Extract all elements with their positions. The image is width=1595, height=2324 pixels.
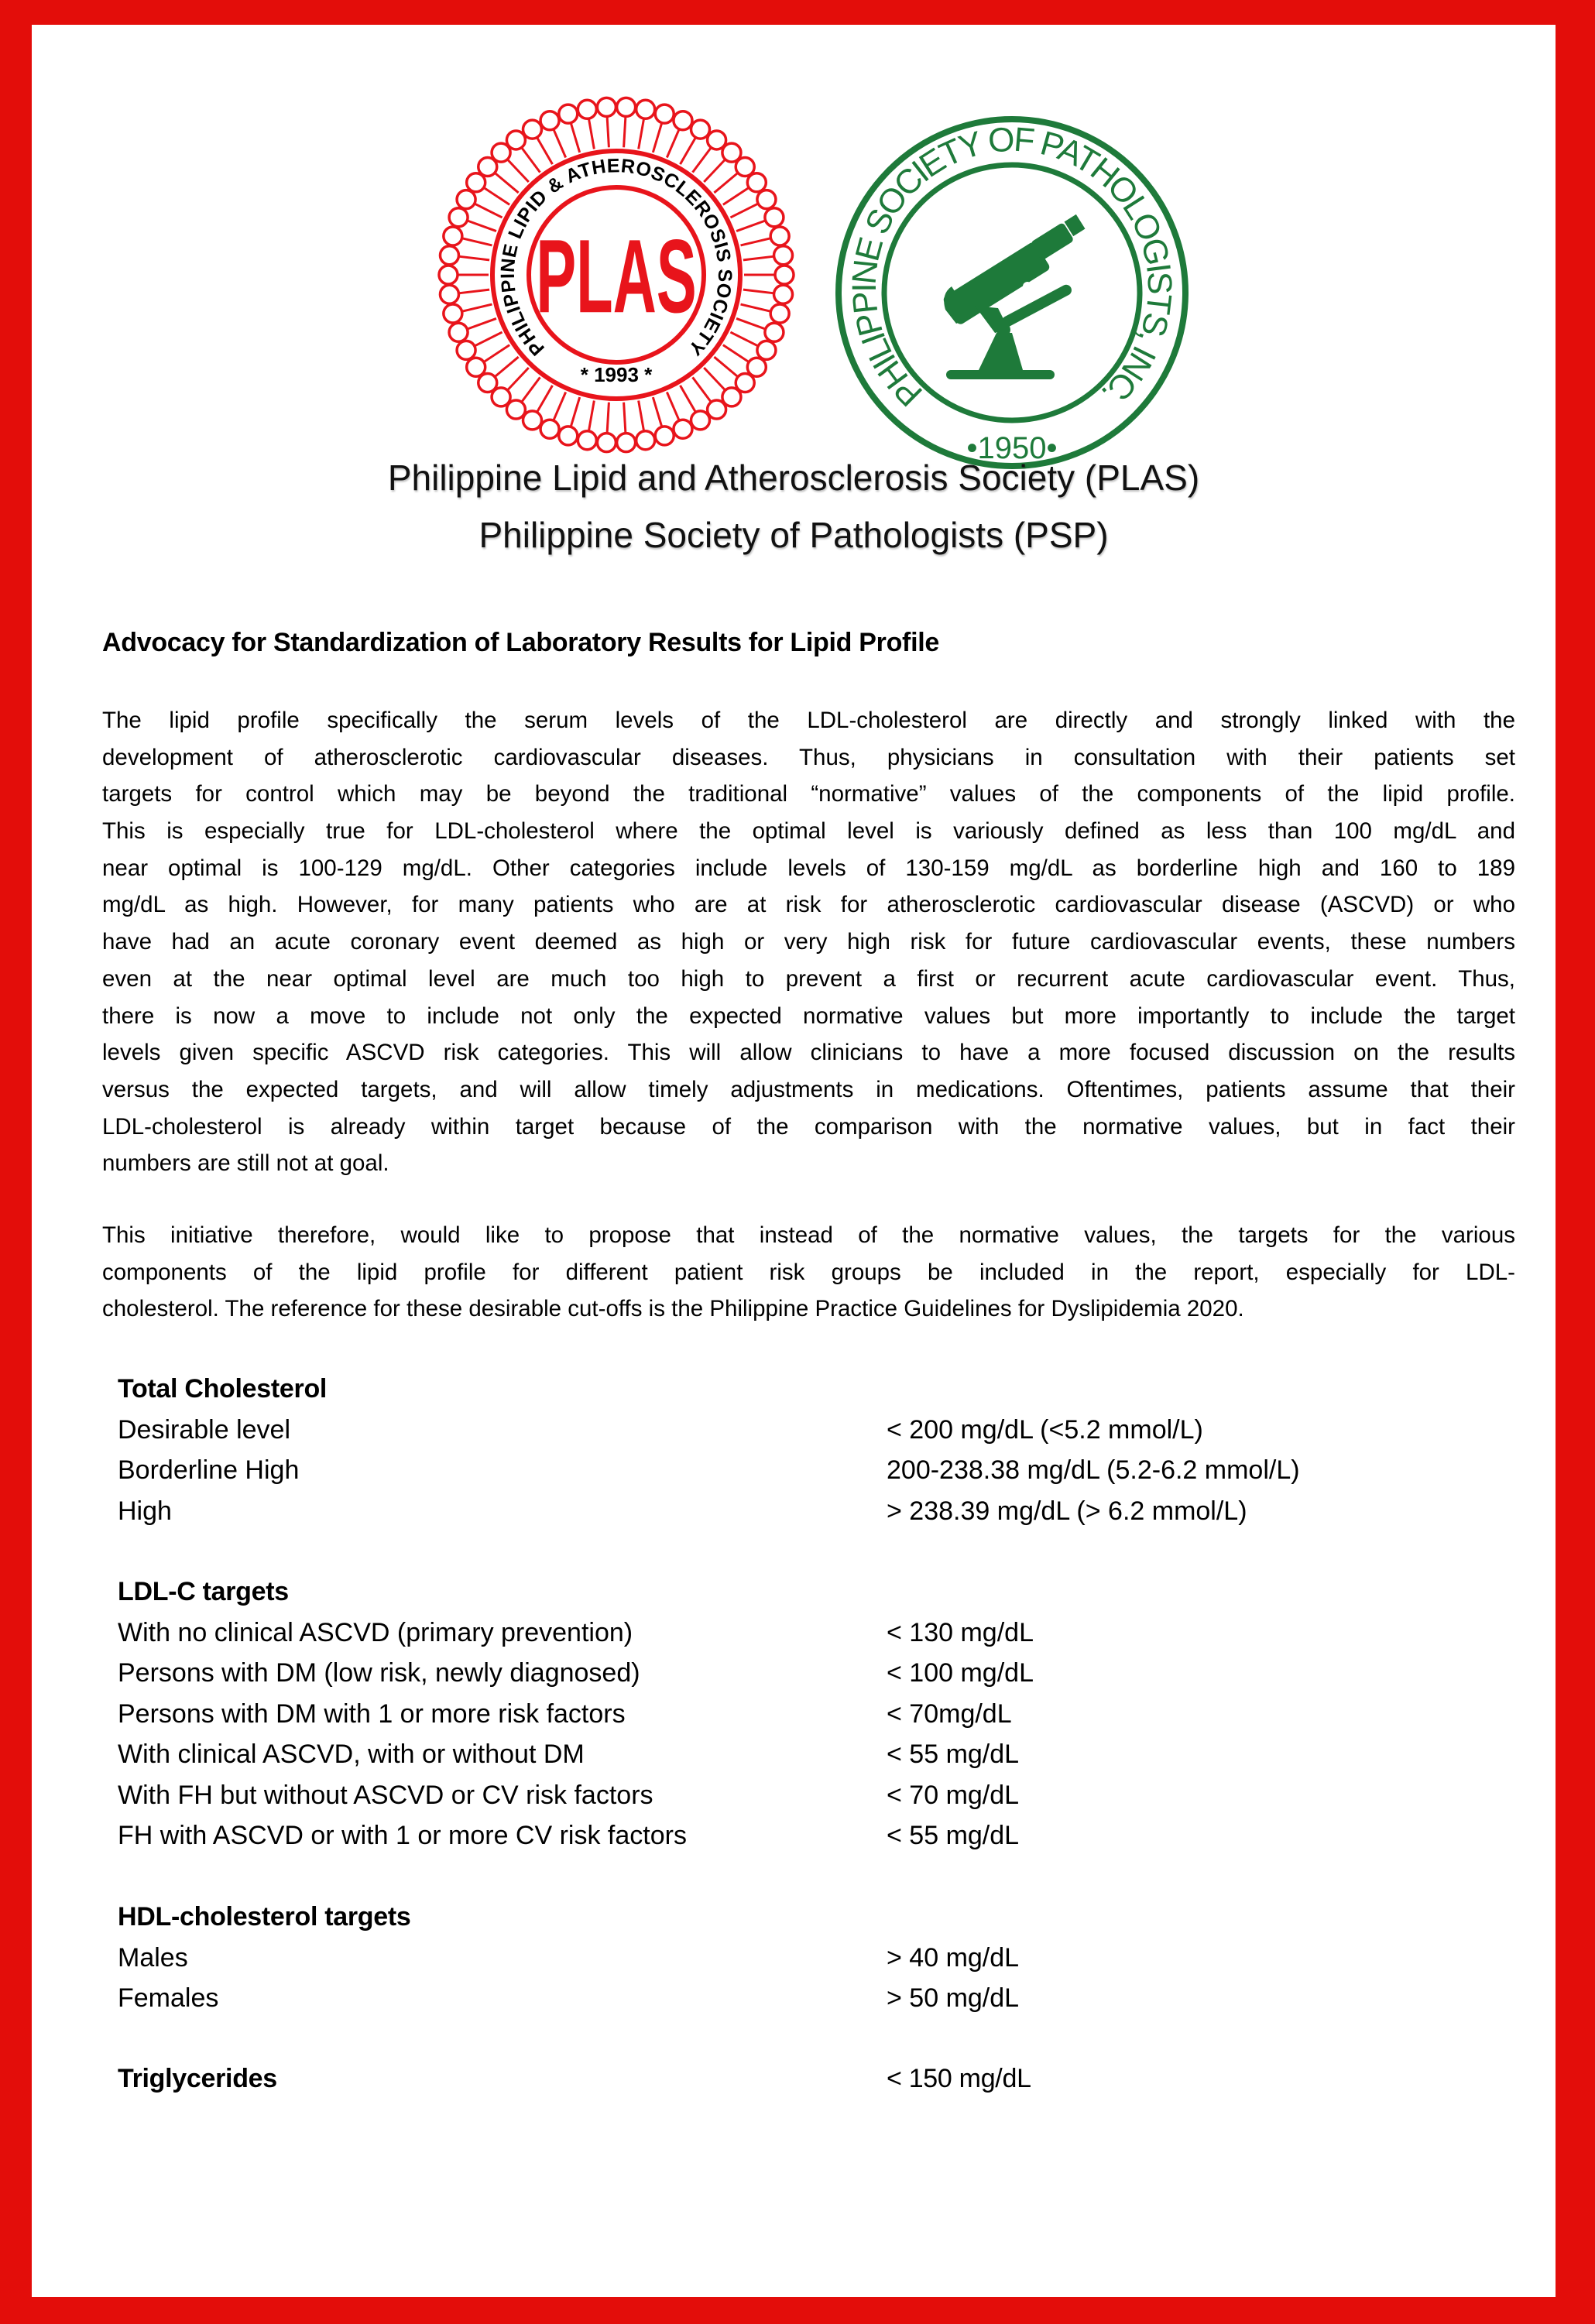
lipid-head [617, 98, 636, 116]
target-value: < 70 mg/dL [887, 1780, 1020, 1810]
target-row [118, 1938, 1511, 1979]
paragraph-line: components of the lipid profile for different patient risk groups be included in the report, especially for LDL- [102, 1259, 1515, 1285]
section-heading: LDL-C targets [118, 1577, 289, 1606]
paragraph-line: levels given specific ASCVD risk categories. This will allow clinicians to have a more focused discussion on the results [102, 1040, 1515, 1066]
target-row [118, 1410, 1511, 1451]
lipid-head [559, 105, 578, 123]
lipid-tail [537, 138, 553, 164]
lipid-head [617, 434, 636, 452]
lipid-tail [704, 160, 725, 182]
psp-year: •1950• [966, 431, 1058, 465]
lipid-head [523, 120, 542, 139]
lipid-tail [496, 357, 519, 376]
lipid-head [757, 341, 776, 359]
lipid-tail [522, 377, 540, 401]
target-value: > 238.39 mg/dL (> 6.2 mmol/L) [887, 1496, 1247, 1526]
lipid-head [691, 411, 710, 430]
triglycerides-row [118, 2058, 1511, 2099]
lipid-head [765, 323, 784, 341]
lipid-tail [730, 204, 757, 218]
lipid-tail [475, 204, 503, 218]
target-row [118, 1491, 1511, 1532]
lipid-tail [508, 368, 529, 389]
lipid-head [444, 304, 462, 323]
lipid-tail [667, 392, 678, 420]
target-value: < 70mg/dL [887, 1698, 1012, 1729]
lipid-tail [730, 332, 757, 346]
lipid-tail [681, 386, 696, 412]
org-name-plas: Philippine Lipid and Atherosclerosis Society (PLAS) [387, 458, 1200, 498]
lipid-tail [653, 397, 661, 426]
lipid-tail [667, 130, 678, 158]
section-heading: Total Cholesterol [118, 1374, 328, 1404]
target-row [118, 1450, 1511, 1491]
lipid-head [636, 431, 655, 450]
lipid-head [457, 341, 475, 359]
lipid-tail [554, 392, 565, 420]
target-row [118, 1734, 1511, 1775]
lipid-tail [681, 138, 696, 164]
target-value: > 50 mg/dL [887, 1983, 1020, 2013]
lipid-head [636, 100, 655, 118]
lipid-tail [589, 119, 595, 149]
plas-logo [430, 89, 802, 461]
target-value: < 100 mg/dL [887, 1658, 1034, 1688]
lipid-tail [475, 332, 503, 346]
paragraph-line: LDL-cholesterol is already within target because of the comparison with the normative values, but in fact their [102, 1113, 1515, 1140]
lipid-head [578, 431, 596, 450]
lipid-tail [571, 124, 579, 153]
lipid-head [467, 358, 485, 376]
lipid-head [708, 400, 726, 419]
paragraph-line: even at the near optimal level are much too high to prevent a first or recurrent acute cardiovascular event. Thus, [102, 965, 1515, 992]
lipid-head [597, 98, 616, 116]
lipid-tail [522, 148, 540, 172]
target-label: High [118, 1496, 172, 1526]
target-value: 200-238.38 mg/dL (5.2-6.2 mmol/L) [887, 1455, 1300, 1485]
paragraph-line: near optimal is 100-129 mg/dL. Other categories include levels of 130-159 mg/dL as borderline high and 160 to 189 [102, 855, 1515, 881]
lipid-tail [468, 318, 496, 328]
lipid-head [457, 190, 475, 209]
lipid-head [506, 131, 525, 149]
lipid-head [440, 246, 458, 265]
section-heading: Triglycerides [118, 2064, 277, 2093]
lipid-tail [743, 290, 773, 293]
psp-ring-text: PHILIPPINE SOCIETY OF PATHOLOGISTS, INC. [845, 120, 1179, 415]
lipid-tail [496, 173, 519, 193]
triglycerides-section [118, 2058, 1511, 2099]
lipid-head [540, 111, 559, 130]
lipid-tail [741, 238, 770, 245]
paragraph-line: This initiative therefore, would like to propose that instead of the normative values, the targets for the various [102, 1222, 1515, 1248]
lipid-tail [459, 256, 489, 260]
target-value: < 150 mg/dL [887, 2064, 1031, 2093]
section-heading: HDL-cholesterol targets [118, 1902, 411, 1932]
lipid-tail [743, 256, 773, 260]
lipid-tail [639, 119, 644, 149]
microscope-icon [942, 214, 1086, 379]
lipid-head [449, 323, 468, 341]
lipid-tail [607, 403, 609, 433]
lipid-tail [723, 188, 749, 204]
lipid-head [774, 246, 793, 265]
lipid-head [775, 266, 794, 284]
lipid-head [597, 434, 616, 452]
paragraph-line: versus the expected targets, and will allow timely adjustments in medications. Oftentimes, patients assume that their [102, 1076, 1515, 1102]
lipid-tail [459, 290, 489, 293]
lipid-head [747, 173, 766, 192]
paragraph-line: numbers are still not at goal. [102, 1150, 389, 1177]
target-label: Persons with DM (low risk, newly diagnosed) [118, 1658, 640, 1688]
lipid-head [578, 100, 596, 118]
intro-paragraph [102, 702, 1515, 1182]
lipid-head [449, 208, 468, 227]
target-value: < 55 mg/dL [887, 1821, 1020, 1850]
lipid-head [559, 427, 578, 445]
target-label: With clinical ASCVD, with or without DM [118, 1740, 585, 1769]
paragraph-line: This is especially true for LDL-cholesterol where the optimal level is variously defined as less than 100 mg/dL and [102, 818, 1515, 845]
paragraph-line: there is now a move to include not only the expected normative values but more importantly to include the target [102, 1003, 1515, 1029]
lipid-head [444, 227, 462, 245]
target-value: > 40 mg/dL [887, 1942, 1020, 1973]
lipid-head [774, 285, 793, 303]
lipid-tail [714, 357, 737, 376]
target-label: Males [118, 1942, 188, 1973]
lipid-tail [714, 173, 737, 193]
document-title: Advocacy for Standardization of Laboratory Results for Lipid Profile [102, 628, 939, 657]
target-label: Borderline High [118, 1455, 300, 1485]
lipid-head [655, 105, 674, 123]
lipid-tail [723, 345, 749, 362]
lipid-head [757, 190, 776, 209]
lipid-tail [624, 117, 626, 147]
lipid-head [674, 111, 692, 130]
target-label: Persons with DM with 1 or more risk factors [118, 1698, 626, 1729]
lipid-tail [589, 400, 595, 430]
target-row [118, 1653, 1511, 1694]
psp-logo [820, 101, 1204, 485]
lipid-head [655, 427, 674, 445]
target-row [118, 1978, 1511, 2019]
lipid-head [765, 208, 784, 227]
document-page [32, 25, 1556, 2297]
lipid-tail [462, 238, 492, 245]
lipid-tail [736, 221, 765, 231]
total-cholesterol-section [118, 1369, 1511, 1531]
paragraph-line: cholesterol. The reference for these desirable cut-offs is the Philippine Practice Guidelines for Dyslipidemia 2020. [102, 1296, 1244, 1322]
lipid-tail [554, 130, 565, 158]
plas-year: * 1993 * [580, 363, 653, 386]
lipid-head [674, 420, 692, 438]
lipid-tail [485, 188, 510, 204]
target-row [118, 1815, 1511, 1856]
hdl-targets-section [118, 1897, 1511, 2019]
paragraph-line: targets for control which may be beyond the traditional “normative” values of the components of the lipid profile. [102, 781, 1515, 807]
target-row [118, 1775, 1511, 1816]
target-label: Females [118, 1983, 219, 2013]
lipid-head [440, 285, 458, 303]
target-label: With FH but without ASCVD or CV risk factors [118, 1780, 653, 1810]
target-value: < 130 mg/dL [887, 1617, 1034, 1647]
lipid-tail [653, 124, 661, 153]
lipid-tail [571, 397, 579, 426]
lipid-tail [639, 400, 644, 430]
lipid-tail [693, 148, 711, 172]
lipid-tail [508, 160, 529, 182]
lipid-tail [741, 304, 770, 311]
lipid-head [540, 420, 559, 438]
lipid-head [691, 120, 710, 139]
lipid-head [523, 411, 542, 430]
paragraph-line: development of atherosclerotic cardiovascular diseases. Thus, physicians in consultation with their patients set [102, 744, 1515, 770]
lipid-tail [693, 377, 711, 401]
plas-wordmark: PLAS [536, 218, 697, 335]
target-label: With no clinical ASCVD (primary prevention) [118, 1617, 633, 1647]
target-value: < 55 mg/dL [887, 1740, 1020, 1769]
ldl-targets-section [118, 1572, 1511, 1856]
lipid-head [770, 227, 789, 245]
paragraph-line: mg/dL as high. However, for many patients who are at risk for atherosclerotic cardiovascular disease (ASCVD) or who [102, 892, 1515, 918]
plas-ring-text: PHILIPPINE LIPID & ATHEROSCLEROSIS SOCIETY [496, 155, 736, 360]
paragraph-line: The lipid profile specifically the serum levels of the LDL-cholesterol are directly and strongly linked with the [102, 708, 1515, 733]
lipid-tail [462, 304, 492, 311]
lipid-head [770, 304, 789, 323]
target-value: < 200 mg/dL (<5.2 mmol/L) [887, 1414, 1203, 1445]
lipid-tail [736, 318, 765, 328]
org-name-psp: Philippine Society of Pathologists (PSP) [478, 515, 1109, 555]
target-row [118, 1694, 1511, 1735]
lipid-tail [704, 368, 725, 389]
lipid-tail [537, 386, 553, 412]
target-label: Desirable level [118, 1414, 290, 1445]
lipid-tail [624, 403, 626, 433]
target-label: FH with ASCVD or with 1 or more CV risk factors [118, 1821, 687, 1850]
lipid-tail [485, 345, 510, 362]
proposal-paragraph [102, 1217, 1515, 1328]
target-row [118, 1613, 1511, 1654]
lipid-tail [607, 117, 609, 147]
paragraph-line: have had an acute coronary event deemed as high or very high risk for future cardiovascular events, these numbers [102, 929, 1515, 955]
lipid-tail [468, 221, 496, 231]
lipid-head [439, 266, 458, 284]
